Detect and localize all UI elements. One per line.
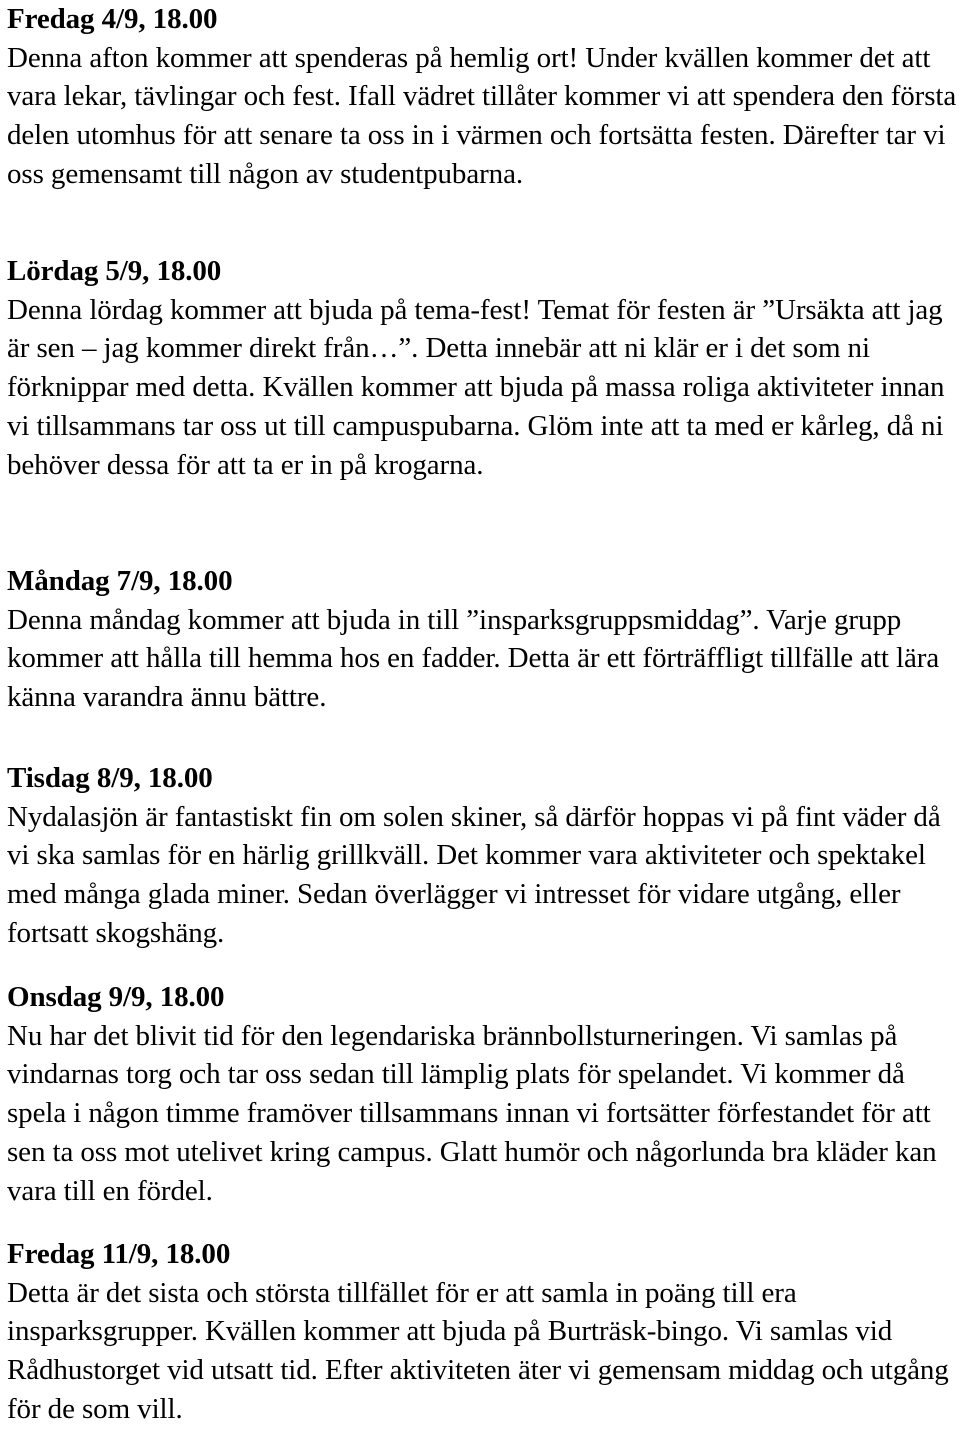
event-section-fredag-4-9 <box>7 0 960 194</box>
event-description: Denna afton kommer att spenderas på hemlig ort! Under kvällen kommer det att vara lekar, tävlingar och fest. Ifall vädret tillåter kommer vi att spendera den första delen utomhus för att senare ta oss in i värmen och fortsätta festen. Därefter tar vi oss gemensamt till någon av studentpubarna. <box>7 41 957 190</box>
event-section-tisdag-8-9 <box>7 759 960 953</box>
event-description: Detta är det sista och största tillfället för er att samla in poäng till era insparksgrupper. Kvällen kommer att bjuda på Burträsk-bingo. Vi samlas vid Rådhustorget vid utsatt tid. Efter aktiviteten äter vi gemensam middag och utgång för de som vill. <box>7 1276 949 1425</box>
event-heading: Tisdag 8/9, 18.00 <box>7 762 213 794</box>
event-description: Nu har det blivit tid för den legendariska brännbollsturneringen. Vi samlas på vindarnas torg och tar oss sedan till lämplig plats för spelandet. Vi kommer då spela i någon timme framöver tillsammans innan vi fortsätter förfestandet för att sen ta oss mot utelivet kring campus. Glatt humör och någorlunda bra kläder kan vara till en fördel. <box>7 1019 937 1207</box>
event-heading: Måndag 7/9, 18.00 <box>7 565 233 597</box>
event-section-mandag-7-9 <box>7 562 960 717</box>
event-heading: Fredag 11/9, 18.00 <box>7 1238 231 1270</box>
event-section-fredag-11-9 <box>7 1235 960 1429</box>
event-description: Nydalasjön är fantastiskt fin om solen skiner, så därför hoppas vi på fint väder då vi ska samlas för en härlig grillkväll. Det kommer vara aktiviteter och spektakel med många glada miner. Sedan överlägger vi intresset för vidare utgång, eller fortsatt skogshäng. <box>7 800 941 949</box>
event-heading: Onsdag 9/9, 18.00 <box>7 981 225 1013</box>
event-heading: Fredag 4/9, 18.00 <box>7 3 218 35</box>
event-section-onsdag-9-9 <box>7 978 960 1210</box>
event-section-lordag-5-9 <box>7 252 960 484</box>
event-description: Denna lördag kommer att bjuda på tema-fest! Temat för festen är ”Ursäkta att jag är sen – jag kommer direkt från…”. Detta innebär att ni klär er i det som ni förknippar med detta. Kvällen kommer att bjuda på massa roliga aktiviteter innan vi tillsammans tar oss ut till campuspubarna. Glöm inte att ta med er kårleg, då ni behöver dessa för att ta er in på krogarna. <box>7 293 945 481</box>
event-description: Denna måndag kommer att bjuda in till ”insparksgruppsmiddag”. Varje grupp kommer att hålla till hemma hos en fadder. Detta är ett förträffligt tillfälle att lära känna varandra ännu bättre. <box>7 603 940 714</box>
event-heading: Lördag 5/9, 18.00 <box>7 255 222 287</box>
